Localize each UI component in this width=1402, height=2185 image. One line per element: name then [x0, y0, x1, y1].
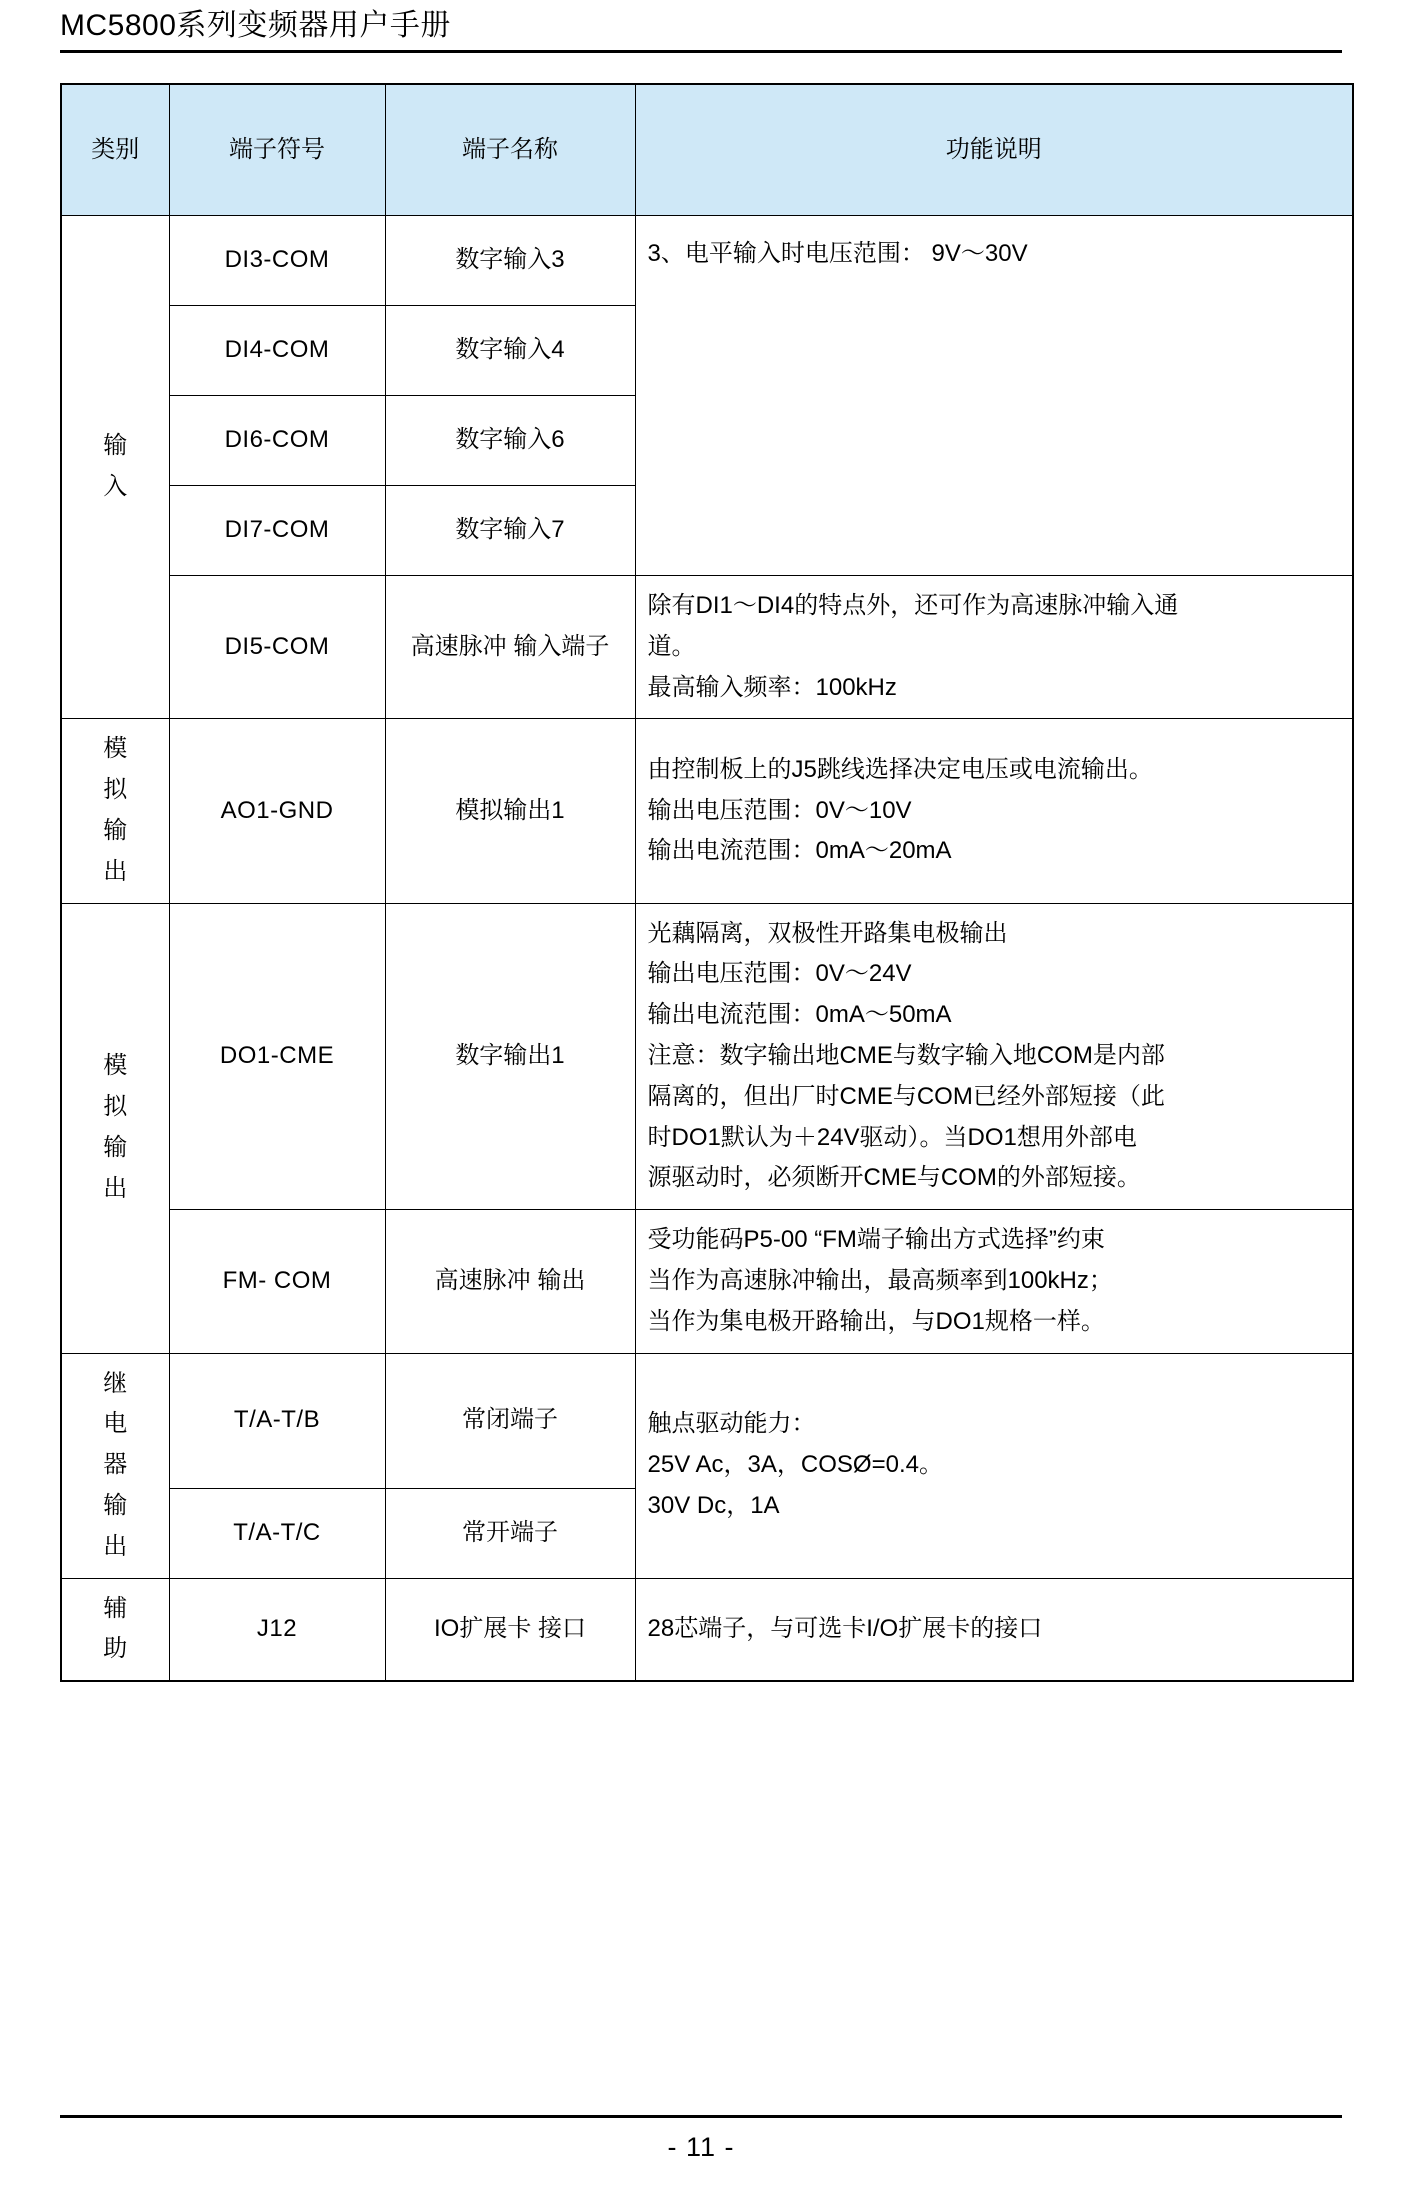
table-row [61, 1578, 1353, 1681]
name-cell [385, 1210, 635, 1353]
table-row [61, 903, 1353, 1210]
symbol-cell: J12 [169, 1578, 385, 1681]
category-cell-relay-output [61, 1353, 169, 1578]
terminal-table-wrapper [60, 83, 1342, 1682]
table-header-row [61, 84, 1353, 216]
name-cell: 数字输入4 [385, 306, 635, 396]
table-row [61, 1353, 1353, 1488]
name-line2: 接口 [538, 1614, 586, 1642]
name-cell: 数字输入6 [385, 396, 635, 486]
category-label-char: 器 [103, 1451, 128, 1479]
footer-divider [60, 2115, 1342, 2118]
description-line: 输出电压范围：0V～10V [647, 796, 912, 824]
name-line2: 输出 [537, 1266, 586, 1294]
name-line2: 输入端子 [513, 632, 610, 660]
manual-title: MC5800系列变频器用户手册 [60, 9, 451, 42]
description-line: 除有DI1～DI4的特点外，还可作为高速脉冲输入通 [647, 592, 1179, 619]
category-label-char: 入 [103, 473, 128, 501]
description-cell [635, 719, 1353, 903]
category-label-char: 出 [103, 857, 128, 885]
symbol-cell: T/A-T/B [169, 1353, 385, 1488]
description-line: 输出电流范围：0mA～50mA [647, 1001, 952, 1029]
category-label-char: 电 [103, 1410, 128, 1438]
column-header-name: 端子名称 [385, 84, 635, 216]
description-line: 时DO1默认为＋24V驱动）。当DO1想用外部电 [647, 1123, 1137, 1151]
description-line: 道。 [647, 632, 696, 660]
name-cell [385, 1578, 635, 1681]
description-cell [635, 1578, 1353, 1681]
description-cell [635, 216, 1353, 576]
description-line: 源驱动时，必须断开CME与COM的外部短接。 [647, 1164, 1141, 1192]
category-label-char: 出 [103, 1174, 128, 1202]
category-label-char: 输 [103, 1491, 128, 1519]
page-header [60, 0, 1342, 44]
name-cell: 常开端子 [385, 1488, 635, 1578]
symbol-cell: DI6-COM [169, 396, 385, 486]
description-line: 25V Ac，3A，COSØ=0.4。 [647, 1451, 943, 1479]
table-row [61, 576, 1353, 719]
description-line: 当作为集电极开路输出，与DO1规格一样。 [647, 1307, 1105, 1335]
description-line: 最高输入频率：100kHz [647, 673, 897, 701]
symbol-cell: DI7-COM [169, 486, 385, 576]
column-header-category: 类别 [61, 84, 169, 216]
description-line: 3、电平输入时电压范围： 9V～30V [647, 240, 1028, 267]
symbol-cell: DI4-COM [169, 306, 385, 396]
description-line: 注意：数字输出地CME与数字输入地COM是内部 [647, 1041, 1165, 1069]
description-line: 隔离的，但出厂时CME与COM已经外部短接（此 [647, 1082, 1165, 1110]
table-row [61, 1210, 1353, 1353]
description-cell [635, 1353, 1353, 1578]
name-cell [385, 576, 635, 719]
name-line1: IO扩展卡 [433, 1614, 532, 1642]
description-line: 由控制板上的J5跳线选择决定电压或电流输出。 [647, 755, 1153, 783]
table-header [61, 84, 1353, 216]
page-number: - 11 - [667, 2132, 735, 2162]
description-cell [635, 903, 1353, 1210]
name-cell: 数字输入3 [385, 216, 635, 306]
description-line: 触点驱动能力： [647, 1410, 816, 1438]
category-label-char: 模 [103, 1052, 128, 1080]
category-label-char: 拟 [103, 776, 128, 804]
category-label-char: 输 [103, 1134, 128, 1162]
category-label-char: 辅 [103, 1594, 128, 1622]
category-label-char: 模 [103, 735, 128, 763]
description-line: 输出电流范围：0mA～20mA [647, 837, 952, 865]
terminal-function-table [60, 83, 1354, 1682]
description-line: 受功能码P5-00 “FM端子输出方式选择”约束 [647, 1226, 1105, 1254]
category-label-char: 输 [103, 432, 128, 460]
description-line: 28芯端子，与可选卡I/O扩展卡的接口 [647, 1614, 1043, 1642]
name-line1: 高速脉冲 [434, 1266, 531, 1294]
description-line: 光藕隔离，双极性开路集电极输出 [647, 919, 1008, 947]
category-label-char: 助 [103, 1635, 128, 1663]
symbol-cell: DO1-CME [169, 903, 385, 1210]
symbol-cell: DI3-COM [169, 216, 385, 306]
symbol-cell: AO1-GND [169, 719, 385, 903]
category-cell-input [61, 216, 169, 719]
category-cell-analog-output-2 [61, 903, 169, 1353]
category-label-char: 输 [103, 816, 128, 844]
table-row [61, 216, 1353, 306]
description-cell [635, 576, 1353, 719]
category-cell-auxiliary [61, 1578, 169, 1681]
name-cell: 常闭端子 [385, 1353, 635, 1488]
category-label-char: 拟 [103, 1093, 128, 1121]
table-row [61, 719, 1353, 903]
name-line1: 高速脉冲 [410, 632, 507, 660]
header-divider [60, 50, 1342, 53]
description-line: 30V Dc，1A [647, 1491, 780, 1519]
name-cell: 数字输出1 [385, 903, 635, 1210]
column-header-symbol: 端子符号 [169, 84, 385, 216]
description-line: 输出电压范围：0V～24V [647, 960, 912, 988]
category-label-char: 出 [103, 1532, 128, 1560]
page-footer [60, 2115, 1342, 2163]
name-cell: 数字输入7 [385, 486, 635, 576]
table-body [61, 216, 1353, 1682]
description-cell [635, 1210, 1353, 1353]
symbol-cell: FM- COM [169, 1210, 385, 1353]
symbol-cell: T/A-T/C [169, 1488, 385, 1578]
category-label-char: 继 [103, 1369, 128, 1397]
name-cell: 模拟输出1 [385, 719, 635, 903]
description-line: 当作为高速脉冲输出，最高频率到100kHz； [647, 1266, 1113, 1294]
symbol-cell: DI5-COM [169, 576, 385, 719]
category-cell-analog-output [61, 719, 169, 903]
column-header-description: 功能说明 [635, 84, 1353, 216]
